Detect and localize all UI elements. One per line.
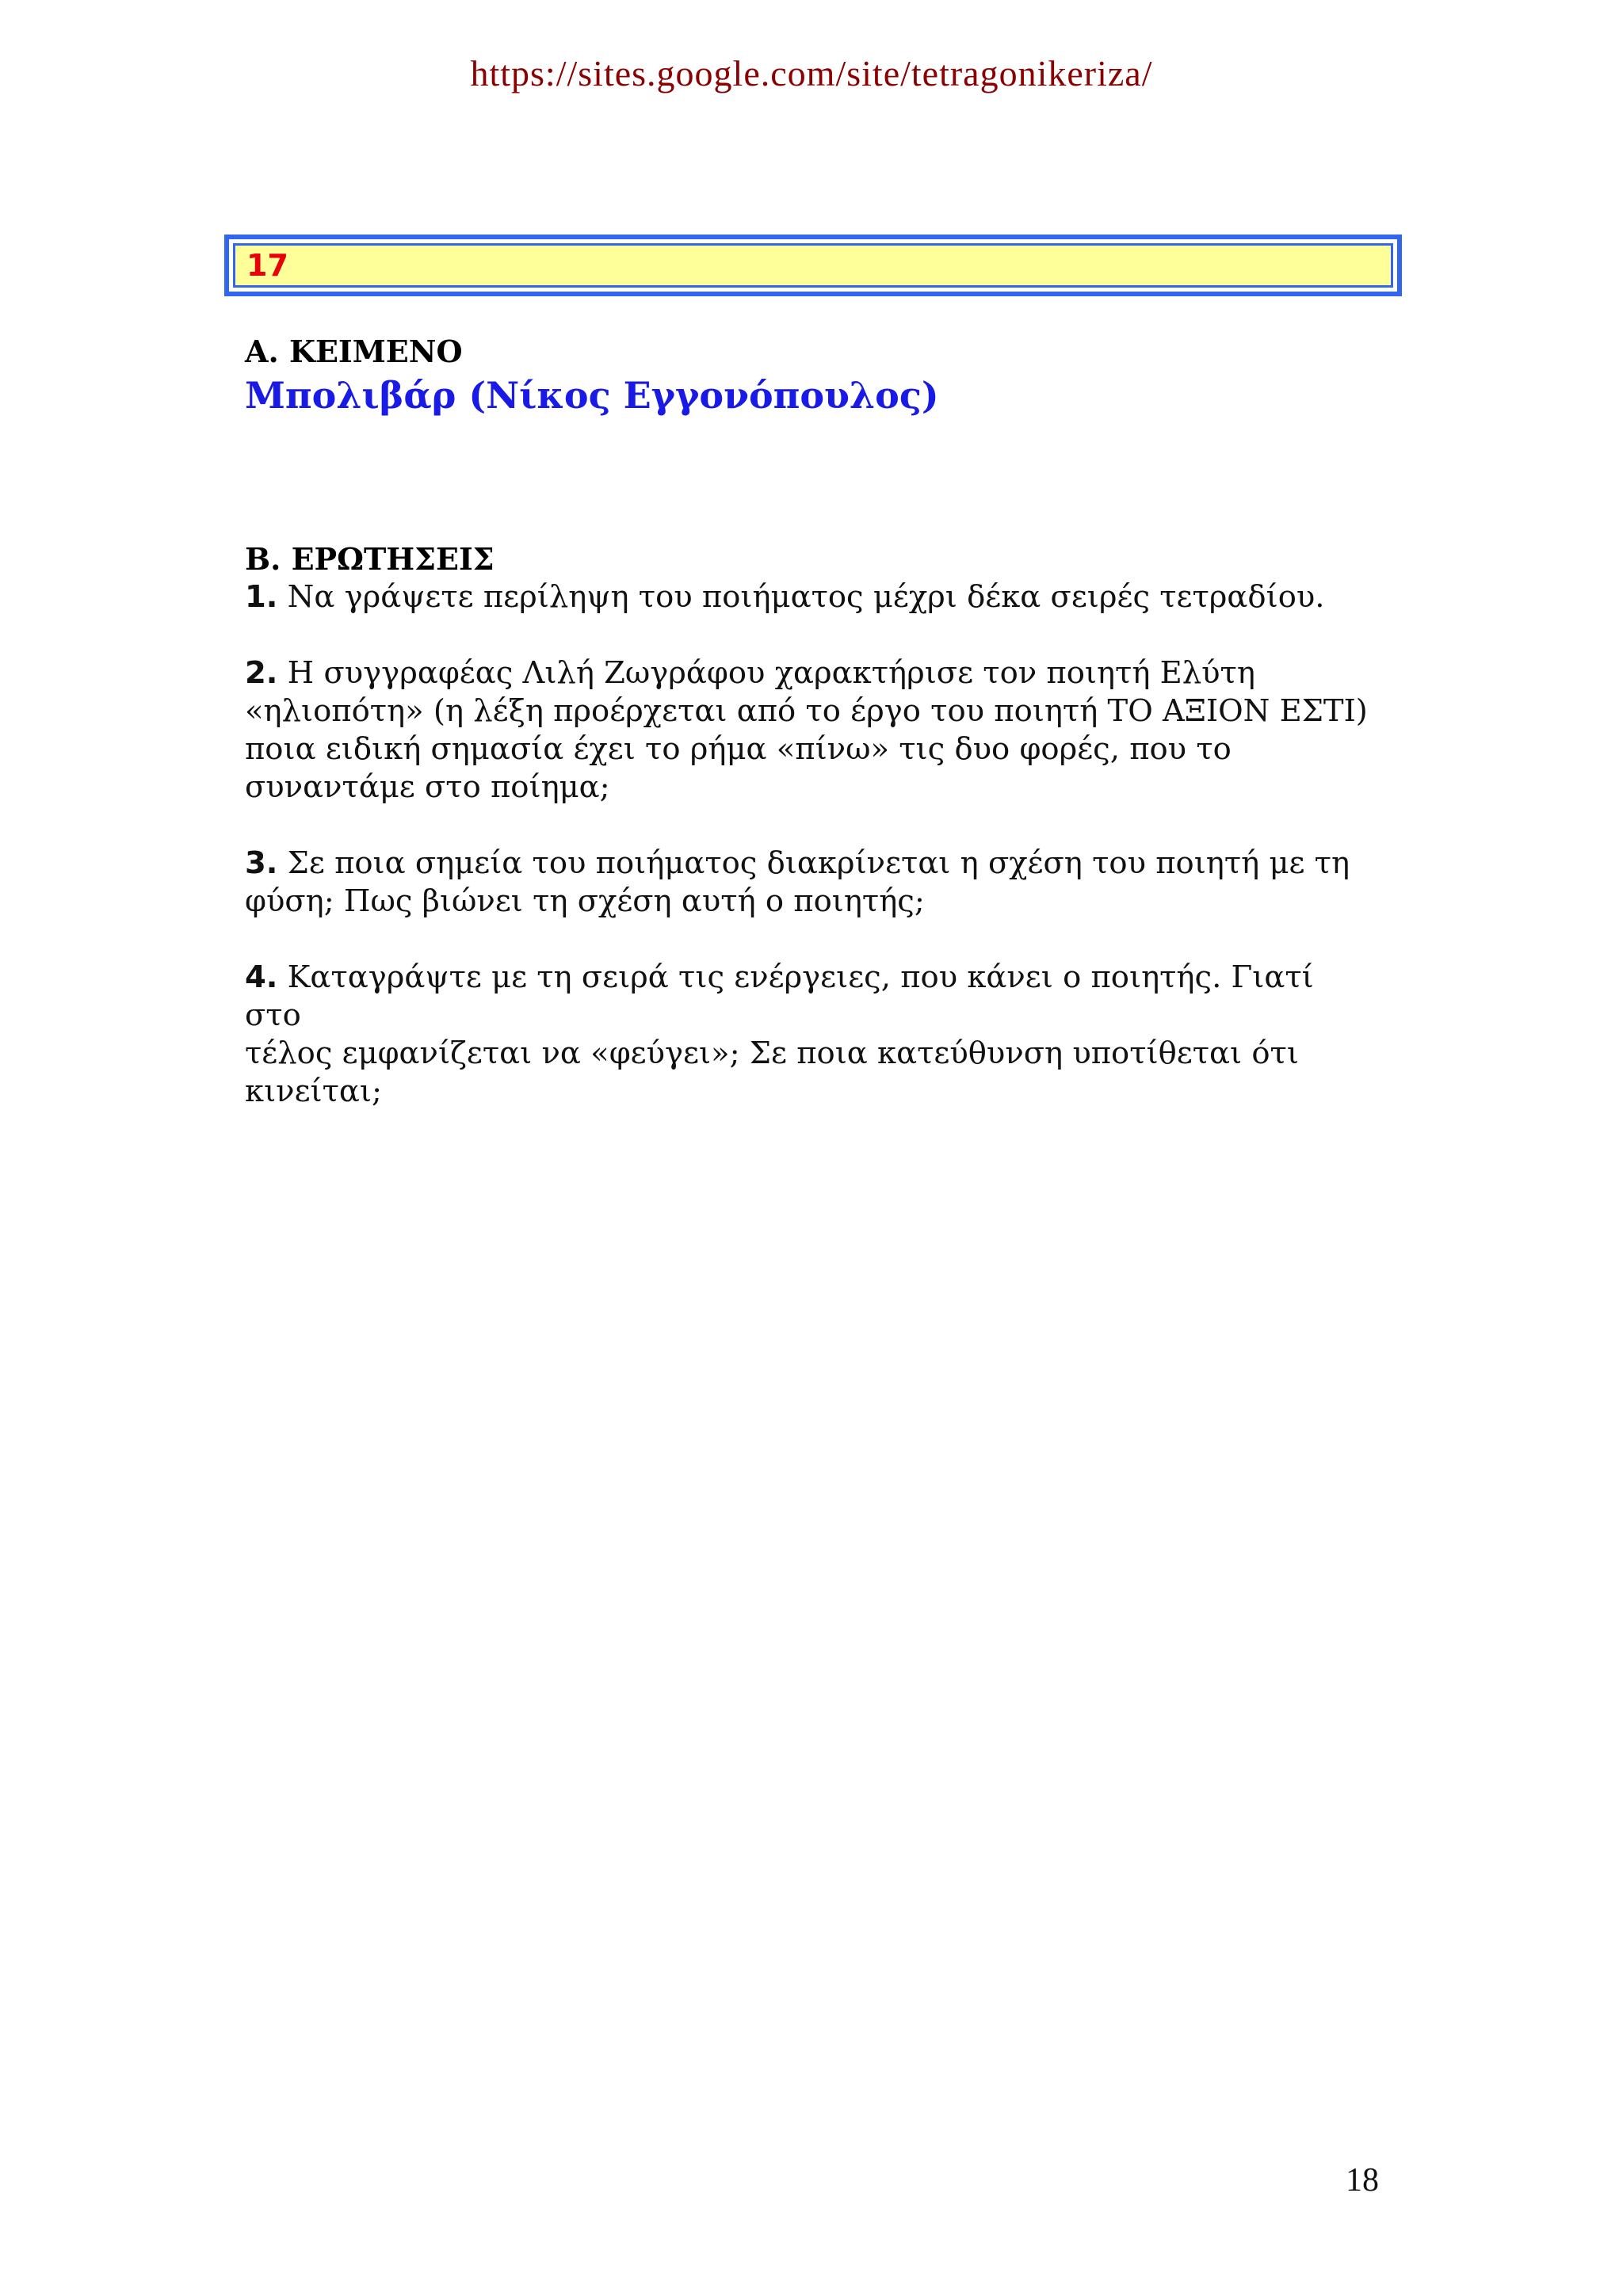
- question-number: 3.: [245, 845, 278, 881]
- question-line: Να γράψετε περίληψη του ποιήματος μέχρι δέκα σειρές τετραδίου.: [287, 579, 1325, 615]
- question-line: φύση; Πως βιώνει τη σχέση αυτή ο ποιητής;: [245, 883, 925, 919]
- question-3: [245, 845, 1370, 921]
- question-line: «ηλιοπότη» (η λέξη προέρχεται από το έργο του ποιητή ΤΟ ΑΞΙΟΝ ΕΣΤΙ): [245, 693, 1368, 729]
- question-line: ποια ειδική σημασία έχει το ρήμα «πίνω» τις δυο φορές, που το: [245, 731, 1232, 767]
- section-a-heading: Α. ΚΕΙΜΕΝΟ: [245, 334, 463, 369]
- question-line: Η συγγραφέας Λιλή Ζωγράφου χαρακτήρισε τον ποιητή Ελύτη: [287, 655, 1255, 691]
- header-url[interactable]: https://sites.google.com/site/tetragonikeriza/: [470, 53, 1153, 93]
- question-line: Καταγράψτε με τη σειρά τις ενέργειες, που κάνει ο ποιητής. Γιατί στο: [245, 959, 1314, 1033]
- page-number: 18: [1346, 2162, 1379, 2199]
- question-line: Σε ποια σημεία του ποιήματος διακρίνεται η σχέση του ποιητή με τη: [287, 845, 1350, 881]
- exercise-number-box: [224, 235, 1402, 296]
- question-number: 4.: [245, 959, 278, 995]
- poem-title: Μπολιβάρ (Νίκος Εγγονόπουλος): [245, 374, 939, 417]
- question-line: συναντάμε στο ποίημα;: [245, 769, 610, 805]
- question-number: 1.: [245, 579, 278, 615]
- section-b-heading: Β. ΕΡΩΤΗΣΕΙΣ: [245, 541, 495, 577]
- exercise-number-inner: [233, 243, 1393, 288]
- question-2: [245, 654, 1370, 807]
- question-line: κινείται;: [245, 1074, 382, 1109]
- question-4: [245, 959, 1370, 1111]
- exercise-number: 17: [246, 248, 288, 283]
- page-content: [245, 333, 1370, 1111]
- question-line: τέλος εμφανίζεται να «φεύγει»; Σε ποια κατεύθυνση υποτίθεται ότι: [245, 1035, 1299, 1071]
- question-1: [245, 578, 1370, 616]
- question-number: 2.: [245, 655, 278, 691]
